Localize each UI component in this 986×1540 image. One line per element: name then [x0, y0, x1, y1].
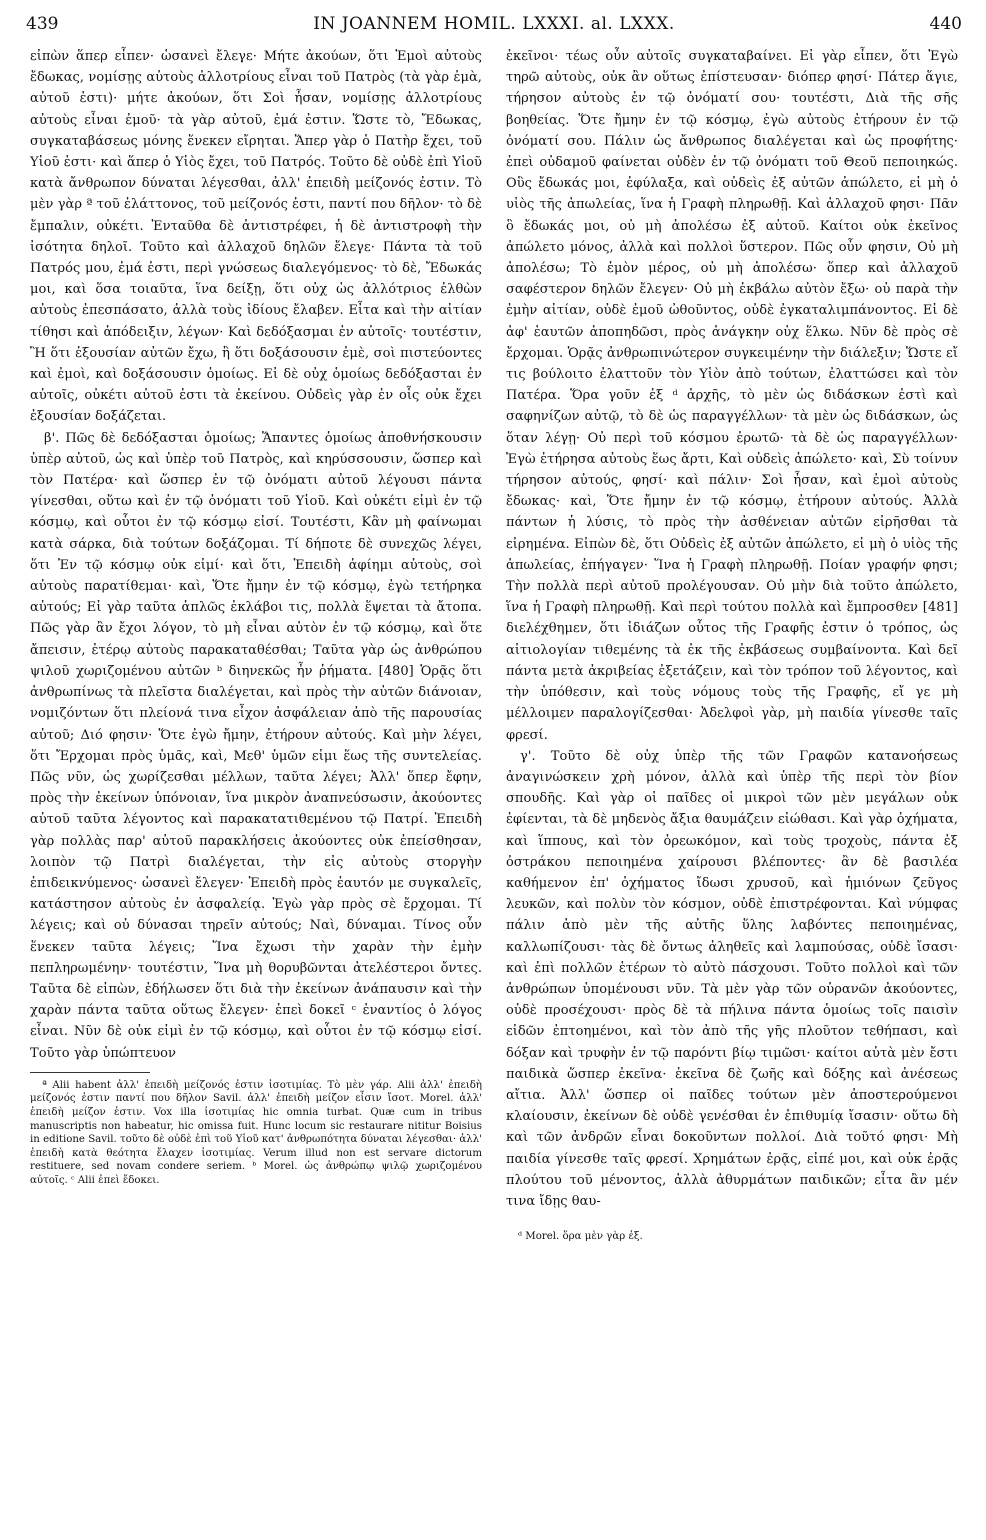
paragraph: εἰπὼν ἅπερ εἶπεν· ὡσανεὶ ἔλεγε· Μήτε ἀκούων, ὅτι Ἐμοὶ αὐτοὺς ἔδωκας, νομίσῃς αὐτοὺς ἀλλοτρίους εἶναι τοῦ Πατρὸς (τὰ γὰρ ἐμὰ, αὐτοῦ ἐστι)· μήτε ἀκούων, ὅτι Σοὶ ἦσαν, νομίσῃς ἀλλοτρίους αὐτοὺς εἶναι ἐμοῦ· τὰ γὰρ αὐτοῦ, ἐμά ἐστιν. Ὥστε τὸ, Ἔδωκας, συγκαταβάσεως μόνης ἕνεκεν εἴρηται. Ἅπερ γὰρ ὁ Πατὴρ ἔχει, τοῦ Υἱοῦ ἐστι· καὶ ἅπερ ὁ Υἱὸς ἔχει, τοῦ Πατρός. Τοῦτο δὲ οὐδὲ ἐπὶ Υἱοῦ κατὰ ἄνθρωπον δύναται λέγεσθαι, ἀλλ' ἐπειδὴ μείζονός ἐστιν. Τὸ μὲν γὰρ ª τοῦ ἐλάττονος, τοῦ μείζονός ἐστι, παντί που δῆλον· τὸ δὲ ἔμπαλιν, οὐκέτι. Ἐνταῦθα δὲ ἀντιστρέφει, ἡ δὲ ἀντιστροφὴ τὴν ἰσότητα δηλοῖ. Τοῦτο καὶ ἀλλαχοῦ δηλῶν ἔλεγε· Πάντα τὰ τοῦ Πατρός μου, ἐμά ἐστι, περὶ γνώσεως διαλεγόμενος· τὸ δὲ, Ἔδωκάς μοι, καὶ ὅσα τοιαῦτα, ἵνα δείξῃ, ὅτι οὐχ ὡς ἀλλότριος ἐλθὼν αὐτοὺς ἐπεσπάσατο, ἀλλὰ τοὺς ἰδίους ἔλαβεν. Εἶτα καὶ τὴν αἰτίαν τίθησι καὶ ἀπόδειξιν, λέγων· Καὶ δεδόξασμαι ἐν αὐτοῖς· τουτέστιν, Ἢ ὅτι ἐξουσίαν αὐτῶν ἔχω, ἢ ὅτι δοξάσουσιν ἐμὲ, σοὶ πιστεύοντες καὶ ἐμοὶ, καὶ δοξάσουσιν ὁμοίως. Εἰ δὲ οὐχ ὁμοίως δεδόξασται ἐν αὐτοῖς, οὐκέτι αὐτοῦ ἐστι τὰ ἐκείνου. Οὐδεὶς γὰρ ἐν οἷς οὐκ ἔχει ἐξουσίαν δοξάζεται.: [30, 49, 482, 425]
paragraph: ἐκεῖνοι· τέως οὖν αὐτοῖς συγκαταβαίνει. Εἰ γὰρ εἶπεν, ὅτι Ἐγὼ τηρῶ αὐτοὺς, οὐκ ἂν οὕτως ἐπίστευσαν· διόπερ φησί· Πάτερ ἅγιε, τήρησον αὐτοὺς ἐν τῷ ὀνόματί σου· τουτέστι, Διὰ τῆς σῆς βοηθείας. Ὅτε ἤμην ἐν τῷ κόσμῳ, ἐγὼ αὐτοὺς ἐτήρουν ἐν τῷ ὀνόματί σου. Πάλιν ὡς ἄνθρωπος διαλέγεται καὶ ὡς προφήτης· ἐπεὶ οὐδαμοῦ φαίνεται οὐδὲν ἐν τῷ ὀνόματι τοῦ Θεοῦ πεποιηκώς. Οὓς ἔδωκάς μοι, ἐφύλαξα, καὶ οὐδεὶς ἐξ αὐτῶν ἀπώλετο, εἰ μὴ ὁ υἱὸς τῆς ἀπωλείας, ἵνα ἡ Γραφὴ πληρωθῇ. Καὶ ἀλλαχοῦ φησι· Πᾶν ὃ ἔδωκάς μοι, οὐ μὴ ἀπολέσω ἐξ αὐτοῦ. Καίτοι οὐκ ἐκεῖνος ἀπώλετο μόνος, ἀλλὰ καὶ πολλοὶ ὕστερον. Πῶς οὖν φησιν, Οὐ μὴ ἀπολέσω; Τὸ ἐμὸν μέρος, οὐ μὴ ἀπολέσω· ὅπερ καὶ ἀλλαχοῦ σαφέστερον δηλῶν ἔλεγεν· Οὐ μὴ ἐκβάλω αὐτὸν ἔξω· οὐ παρὰ τὴν ἐμὴν αἰτίαν, οὐδὲ ἐμοῦ ὠθοῦντος, οὐδὲ ἐγκαταλιμπάνοντος. Εἰ δὲ ἀφ' ἑαυτῶν ἀποπηδῶσι, πρὸς ἀνάγκην οὐχ ἕλκω. Νῦν δὲ πρὸς σὲ ἔρχομαι. Ὁρᾷς ἀνθρωπινώτερον συγκειμένην τὴν διάλεξιν; Ὥστε εἴ τις βούλοιτο ἐλαττοῦν τὸν Υἱὸν ἀπὸ τούτων, ἐλαττώσει καὶ τὸν Πατέρα. Ὅρα γοῦν ἐξ ᵈ ἀρχῆς, τὸ μὲν ὡς διδάσκων ἐστὶ καὶ σαφηνίζων αὐτῷ, τὸ δὲ ὡς παραγγέλλων· τὰ μὲν ὡς διδάσκων, ὡς ὅταν λέγῃ· Οὐ περὶ τοῦ κόσμου ἐρωτῶ· τὰ δὲ ὡς παραγγέλλων· Ἐγὼ ἐτήρησα αὐτοὺς ἕως ἄρτι, Καὶ οὐδεὶς ἀπώλετο· καὶ, Σὺ τοίνυν τήρησον αὐτούς, φησί· καὶ πάλιν· Σοὶ ἦσαν, καὶ ἐμοὶ αὐτοὺς ἔδωκας· καὶ, Ὅτε ἤμην ἐν τῷ κόσμῳ, ἐτήρουν αὐτούς. Ἀλλὰ πάντων ἡ λύσις, τὸ πρὸς τὴν ἀσθένειαν αὐτῶν εἰρῆσθαι τὰ εἰρημένα. Εἰπὼν δὲ, ὅτι Οὐδεὶς ἐξ αὐτῶν ἀπώλετο, εἰ μὴ ὁ υἱὸς τῆς ἀπωλείας, ἐπήγαγεν· Ἵνα ἡ Γραφὴ πληρωθῇ. Ποίαν γραφήν φησι; Τὴν πολλὰ περὶ αὐτοῦ προλέγουσαν. Οὐ μὴν διὰ τοῦτο ἀπώλετο, ἵνα ἡ Γραφὴ πληρωθῇ. Καὶ περὶ τούτου πολλὰ καὶ ἔμπροσθεν [481] διελέχθημεν, ὅτι ἰδιάζων οὗτος τῆς Γραφῆς ἐστιν ὁ τρόπος, ὡς αἰτιολογίαν τιθεμένης τὰ ἐκ τῆς ἐκβάσεως συμβαίνοντα. Καὶ δεῖ πάντα μετὰ ἀκριβείας ἐξετάζειν, καὶ τὸν τρόπον τοῦ λέγοντος, καὶ τὴν ὑπόθεσιν, καὶ τοὺς νόμους τοὺς τῆς Γραφῆς, εἴ γε μὴ μέλλοιμεν παραλογίζεσθαι· Ἀδελφοὶ γὰρ, μὴ παιδία γίνεσθε ταῖς φρεσί.: [506, 49, 958, 743]
running-header: [26, 10, 962, 38]
right-column: [506, 46, 958, 1243]
footnote: ª Alii habent ἀλλ' ἐπειδὴ μείζονός ἐστιν ἰσοτιμίας. Τὸ μὲν γάρ. Alii ἀλλ' ἐπειδὴ μείζονός ἐστιν παντί που δῆλον Savil. ἀλλ' ἐπειδὴ μείζον εἶσιν ἴσοτ. Morel. ἀλλ' ἐπειδὴ μείζον ἐστιν. Vox illa ἰσοτιμίας hic omnia turbat. Quæ cum in tribus manuscriptis non habeatur, hic omissa fuit. Hunc locum sic restaurare nititur Boisius in editione Savil. τοῦτο δὲ οὐδὲ ἐπὶ τοῦ Υἱοῦ κατ' ἀνθρωπότητα δύναται λέγεσθαι· ἀλλ' ἐπειδὴ κατὰ θεότητα ἔλαχεν ἰσοτιμίας. Verum illud non est servare dictorum restituere, sed novam condere seriem. ᵇ Morel. ὡς ἀνθρώπῳ ψιλῷ χωριζομένου αὐτοῖς. ᶜ Alii ἐπεὶ ἔδοκει.: [30, 1079, 482, 1186]
left-column-text: [30, 46, 482, 1064]
paragraph: γ'. Τοῦτο δὲ οὐχ ὑπὲρ τῆς τῶν Γραφῶν κατανοήσεως ἀναγινώσκειν χρὴ μόνον, ἀλλὰ καὶ ὑπὲρ τῆς περὶ τὸν βίον σπουδῆς. Καὶ γὰρ οἱ παῖδες οἱ μικροὶ τῶν μὲν μεγάλων οὐκ ἐφίενται, τὰ δὲ μηδενὸς ἄξια θαυμάζειν εἰώθασι. Καὶ γὰρ ὀχήματα, καὶ ἵππους, καὶ τὸν ὀρεωκόμον, καὶ τοὺς τροχοὺς, πάντα ἐξ ὀστράκου πεποιημένα χαίρουσι βλέποντες· ἂν δὲ βασιλέα καθήμενον ἐπ' ὀχήματος ἴδωσι χρυσοῦ, καὶ ἡμιόνων ζεῦγος λευκῶν, καὶ πολὺν τὸν κόσμον, οὐδὲ ἐπιστρέφονται. Καὶ νύμφας πάλιν ἀπὸ μὲν τῆς αὐτῆς ὕλης λαβόντες πεποιημένας, καλλωπίζουσι· τὰς δὲ ὄντως ἀληθεῖς καὶ λαμπούσας, οὐδὲ ἴσασι· καὶ ἐπὶ πολλῶν ἑτέρων τὸ αὐτὸ πάσχουσι. Τοῦτο πολλοὶ καὶ τῶν ἀνθρώπων ὑπομένουσι νῦν. Τὰ μὲν γὰρ τῶν οὐρανῶν ἀκούοντες, οὐδὲ προσέχουσι· πρὸς δὲ τὰ πήλινα πάντα ὁμοίως τοῖς παισὶν εἰδῶν ἐπτοημένοι, καὶ τὸν ἀπὸ τῆς γῆς πλοῦτον τεθήπασι, καὶ δόξαν καὶ τρυφὴν ἐν τῷ παρόντι βίῳ τιμῶσι· καίτοι αὐτὰ μὲν ἔστι παιδικὰ ὥσπερ ἐκεῖνα· ἐκεῖνα δὲ ζωῆς καὶ δόξης καὶ ἀνέσεως αἴτια. Ἀλλ' ὥσπερ οἱ παῖδες τούτων μὲν ἀποστερούμενοι κλαίουσιν, ἐκείνων δὲ οὐδὲ γενέσθαι ἐν ἐπιθυμίᾳ ἴσασιν· οὕτω δὴ καὶ τῶν ἀνδρῶν εἶναι δοκοῦντων πολλοί. Διὰ τοῦτό φησι· Μὴ παιδία γίνεσθε ταῖς φρεσί. Χρημάτων ἐρᾷς, εἰπέ μοι, καὶ οὐκ ἐρᾷς πλούτου τοῦ μένοντος, ἀλλὰ ἀθυρμάτων παιδικῶν; εἶτα ἂν μέν τινα ἴδῃς θαυ-: [506, 748, 958, 1209]
page-number-right: 440: [929, 14, 962, 34]
running-title: IN JOANNEM HOMIL. LXXXI. al. LXXX.: [313, 14, 675, 34]
footnote: ᵈ Morel. ὅρα μὲν γὰρ ἐξ.: [518, 1231, 643, 1243]
footnote-divider: [30, 1072, 150, 1073]
paragraph: β'. Πῶς δὲ δεδόξασται ὁμοίως; Ἅπαντες ὁμοίως ἀποθνήσκουσιν ὑπὲρ αὐτοῦ, ὡς καὶ ὑπὲρ τοῦ Πατρὸς, καὶ κηρύσσουσιν, ὥσπερ καὶ τὸν Πατέρα· καὶ ὥσπερ ἐν τῷ ὀνόματι αὐτοῦ λέγουσι πάντα γίνεσθαι, οὕτω καὶ ἐν τῷ ὀνόματι τοῦ Υἱοῦ. Καὶ οὐκέτι εἰμὶ ἐν τῷ κόσμῳ, καὶ οὗτοι ἐν τῷ κόσμῳ εἰσί. Τουτέστι, Κἂν μὴ φαίνωμαι κατὰ σάρκα, διὰ τούτων δοξάζομαι. Τί δήποτε δὲ συνεχῶς λέγει, ὅτι Ἐν τῷ κόσμῳ οὐκ εἰμί· καὶ ὅτι, Ἐπειδὴ ἀφίημι αὐτοὺς, σοὶ αὐτοὺς παρατίθεμαι· καὶ, Ὅτε ἤμην ἐν τῷ κόσμῳ, ἐγὼ τετήρηκα αὐτούς; Εἰ γὰρ ταῦτα ἁπλῶς ἐκλάβοι τις, πολλὰ ἕψεται τὰ ἄτοπα. Πῶς γὰρ ἂν ἔχοι λόγον, τὸ μὴ εἶναι αὐτὸν ἐν τῷ κόσμῳ, καὶ ὅτε ἄπεισιν, ἑτέρῳ αὐτοὺς παρακαταθέσθαι; Ταῦτα γὰρ ὡς ἀνθρώπου ψιλοῦ χωριζομένου αὐτῶν ᵇ διηνεκῶς ἦν ῥήματα. [480] Ὁρᾷς ὅτι ἀνθρωπίνως τὰ πλεῖστα διαλέγεται, καὶ πρὸς τὴν αὐτῶν διάνοιαν, νομιζόντων ὅτι πλείονά τινα εἶχον ἀσφάλειαν ἀπὸ τῆς παρουσίας αὐτοῦ; Διό φησιν· Ὅτε ἐγὼ ἤμην, ἐτήρουν αὐτούς. Καὶ μὴν λέγει, ὅτι Ἔρχομαι πρὸς ὑμᾶς, καὶ, Μεθ' ὑμῶν εἰμι ἕως τῆς συντελείας. Πῶς νῦν, ὡς χωρίζεσθαι μέλλων, ταῦτα λέγει; Ἀλλ' ὅπερ ἔφην, πρὸς τὴν ἐκείνων ὑπόνοιαν, ἵνα μικρὸν ἀναπνεύσωσιν, ἀκούοντες αὐτοῦ ταῦτα λέγοντος καὶ παρακατατιθεμένου τῷ Πατρί. Ἐπειδὴ γὰρ πολλὰς παρ' αὐτοῦ παρακλήσεις ἀκούοντες οὐκ ἐπείσθησαν, λοιπὸν τῷ Πατρὶ διαλέγεται, τὴν εἰς αὐτοὺς στοργὴν ἐπιδεικνύμενος· ὡσανεὶ ἔλεγεν· Ἐπειδὴ πρὸς ἐαυτόν με συγκαλεῖς, κατάστησον αὐτοὺς ἐν ἀσφαλείᾳ. Ἐγὼ γὰρ πρὸς σὲ ἔρχομαι. Τί λέγεις; καὶ οὐ δύνασαι τηρεῖν αὐτούς; Ναὶ, δύναμαι. Τίνος οὖν ἕνεκεν ταῦτα λέγεις; Ἵνα ἔχωσι τὴν χαρὰν τὴν ἐμὴν πεπληρωμένην· τουτέστιν, Ἵνα μὴ θορυβῶνται ἀτελέστεροι ὄντες. Ταῦτα δὲ εἰπὼν, ἐδήλωσεν ὅτι διὰ τὴν ἐκείνων ἀνάπαυσιν καὶ τὴν χαρὰν πάντα ταῦτα οὕτως ἔλεγεν· ἐπεὶ δοκεῖ ᶜ ἐναντίος ὁ λόγος εἶναι. Νῦν δὲ οὐκ εἰμὶ ἐν τῷ κόσμῳ, καὶ οὗτοι ἐν τῷ κόσμῳ εἰσί. Τοῦτο γὰρ ὑπώπτευον: [30, 430, 482, 1061]
right-column-text: [506, 46, 958, 1212]
left-column: [30, 46, 482, 1188]
page-number-left: 439: [26, 14, 59, 34]
right-footnotes: [506, 1230, 643, 1244]
left-footnotes: [30, 1079, 482, 1188]
